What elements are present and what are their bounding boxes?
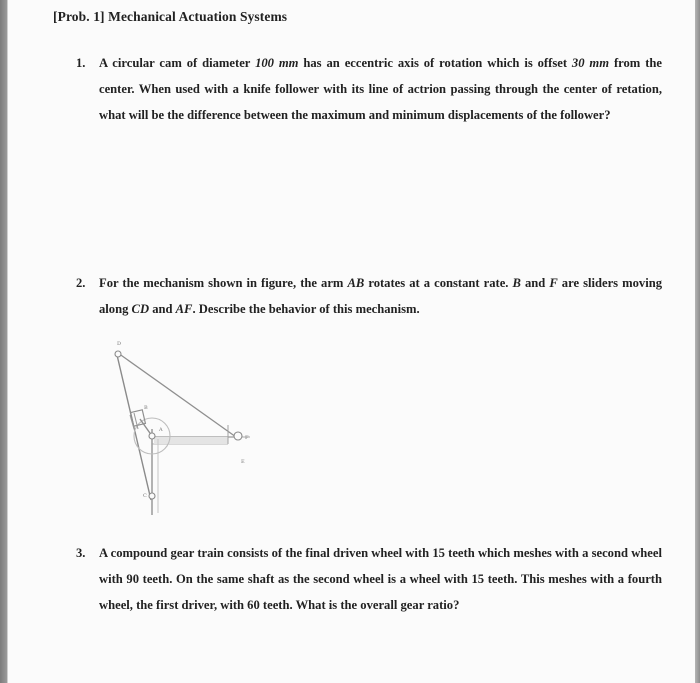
italic-term: AF (175, 302, 193, 316)
page-left-edge-shadow (0, 0, 7, 683)
problem-3 (76, 540, 662, 618)
label-b: B (144, 405, 148, 411)
label-c: C (143, 493, 147, 499)
italic-term: B (512, 276, 521, 290)
pivot-d (115, 351, 121, 357)
mechanism-diagram (108, 333, 268, 515)
pivot-c (149, 493, 155, 499)
problem-2 (76, 270, 663, 322)
text-run: and (520, 276, 550, 290)
text-run: rotates at a constant rate. (364, 276, 513, 290)
problem-number: 3. (76, 546, 86, 560)
rail-body (154, 437, 228, 444)
problem-text (99, 540, 662, 618)
document-page (7, 0, 695, 683)
label-e: E (241, 459, 245, 465)
text-run: A circular cam of diameter (99, 56, 256, 70)
problem-text (99, 270, 662, 322)
text-run: and (149, 302, 176, 316)
arm-df (118, 353, 236, 437)
text-run: has an eccentric axis of rotation which is offset (298, 56, 572, 70)
slider-b-mark (134, 413, 138, 429)
document-title: [Prob. 1] Mechanical Actuation Systems (53, 9, 288, 24)
italic-term: F (549, 276, 558, 290)
italic-term: 30 mm (571, 56, 610, 70)
slider-f (234, 432, 242, 440)
problem-1 (76, 50, 662, 128)
mechanism-figure (108, 333, 268, 515)
italic-term: AB (347, 276, 365, 290)
pivot-a (149, 433, 155, 439)
page-right-edge-shadow (695, 0, 700, 683)
problem-number: 1. (76, 56, 86, 70)
label-f: F (245, 435, 249, 441)
text-run: from the center. When used with a knife follower with its line of actrion passing through the center of retation, what will be the difference between the maximum and minimum displacements of the follower? (99, 56, 662, 122)
italic-term: 100 mm (255, 56, 299, 70)
italic-term: CD (131, 302, 150, 316)
problem-number: 2. (76, 276, 86, 290)
label-a: A (159, 427, 163, 433)
text-run: For the mechanism shown in figure, the arm (99, 276, 348, 290)
problem-text (99, 50, 662, 128)
text-run: A compound gear train consists of the final driven wheel with 15 teeth which meshes with a second wheel with 90 teeth. On the same shaft as the second wheel is a wheel with 15 teeth. This meshes with a fourth wheel, the first driver, with 60 teeth. What is the overall gear ratio? (99, 546, 662, 612)
label-d: D (117, 341, 122, 347)
text-run: . Describe the behavior of this mechanism. (192, 302, 420, 316)
text-run: are sliders moving along (99, 276, 663, 316)
